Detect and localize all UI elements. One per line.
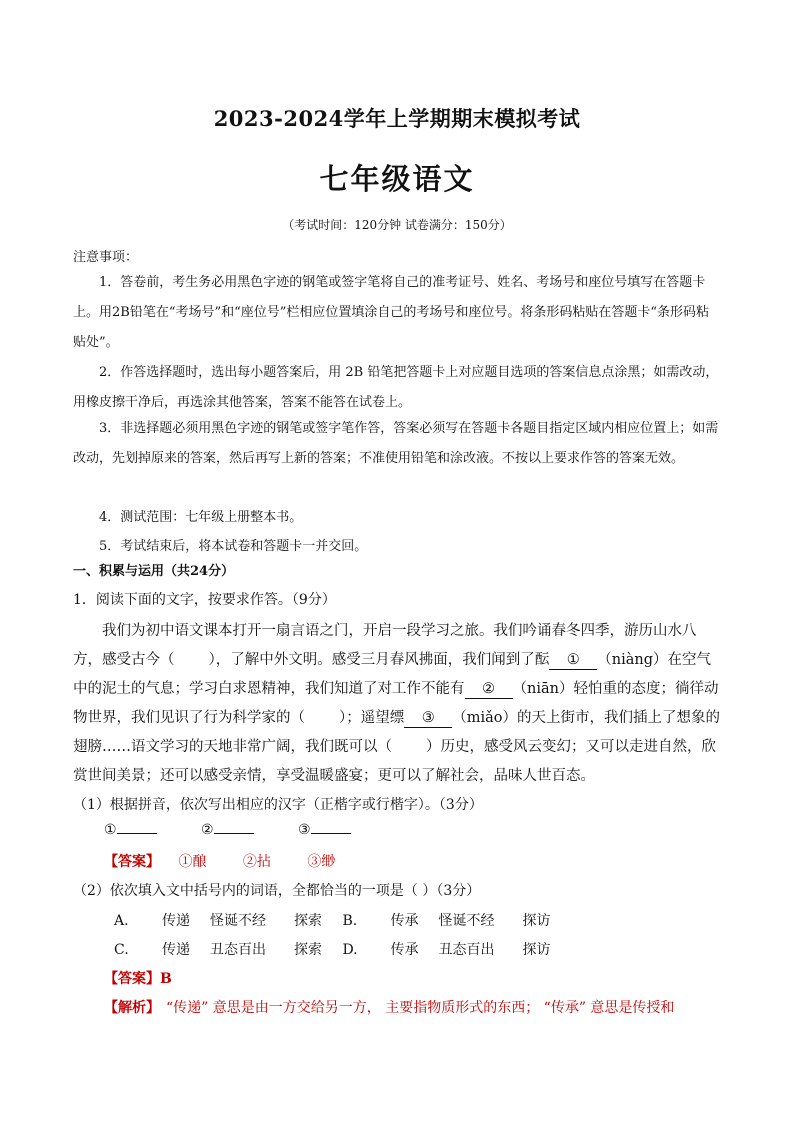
analysis-body: “传递” 意思是由一方交给另一方， 主要指物质形式的东西； “传承” 意思是传授和: [166, 1000, 675, 1016]
analysis-text: [104, 997, 724, 1017]
fill-label-1: ①: [104, 822, 117, 838]
answer-tag: 【答案】: [104, 854, 160, 870]
sub-question-1-prompt: （1）根据拼音，依次写出相应的汉字（正楷字或行楷字）。（3分）: [73, 797, 483, 813]
passage-text-6: （miǎo）的天上街市，我们插上了想象的翅膀……语文学习的天地非常广阔，我们既可以（: [73, 710, 721, 755]
notes-heading: 注意事项：: [73, 250, 139, 265]
passage-text-2: ），了解中外文明。感受三月春风拂面，我们闻到了酝: [208, 652, 550, 668]
passage-text-7: ）历史，感受风云变幻；又可以走进自然，欣赏世间美景；还可以感受亲情，享受温暖盛宴；更可以了解社会，品味人世百态。: [73, 739, 716, 784]
options-row-1: [114, 910, 550, 930]
sub-question-1-answer: [104, 851, 367, 871]
note-item-4: 4．测试范围：七年级上册整本书。: [99, 510, 303, 525]
fill-line-3: [311, 833, 351, 834]
passage-text-5: ）；遥望缥: [339, 710, 405, 726]
exam-info: （考试时间：120分钟 试卷满分：150分）: [282, 218, 512, 232]
exam-title: 2023-2024学年上学期期末模拟考试: [213, 106, 581, 131]
fill-label-2: ②: [201, 822, 214, 838]
blank-3: ③: [404, 709, 452, 728]
answer-value-b: B: [160, 971, 172, 987]
answer-value-3: ③缈: [307, 854, 336, 870]
blank-1: ①: [549, 651, 597, 670]
note-item-3: 3．非选择题必须用黑色字迹的钢笔或签字笔作答，答案必须写在答题卡各题目指定区域内相应位置上；如需改动，先划掉原来的答案，然后再写上新的答案；不准使用铅笔和涂改液。不按以上要求作答的答案无效。: [73, 421, 719, 466]
option-d: D. 传承 丑态百出 探访: [342, 942, 551, 958]
subject-title: 七年级语文: [319, 162, 475, 196]
option-a: A. 传递 怪诞不经 探索: [114, 913, 322, 929]
note-item-1: 1．答卷前，考生务必用黑色字迹的钢笔或签字笔将自己的准考证号、姓名、考场号和座位号填写在答题卡上。用2B铅笔在“考场号”和“座位号”栏相应位置填涂自己的考场号和座位号。将条形码粘贴在答题卡“条形码粘贴处”。: [73, 275, 710, 350]
option-b: B. 传承 怪诞不经 探访: [342, 913, 551, 929]
question-1-prompt: 1．阅读下面的文字，按要求作答。（9分）: [73, 592, 336, 608]
reading-passage: [73, 617, 723, 791]
option-c: C. 传递 丑态百出 探索: [114, 942, 322, 958]
sub-question-2-prompt: （2）依次填入文中括号内的词语，全都恰当的一项是（ ）（3分）: [73, 883, 481, 899]
note-item-2: 2．作答选择题时，选出每小题答案后，用 2B 铅笔把答题卡上对应题目选项的答案信息点涂黑；如需改动，用橡皮擦干净后，再选涂其他答案，答案不能答在试卷上。: [73, 365, 719, 410]
answer-tag-2: 【答案】: [104, 971, 160, 987]
options-row-2: [114, 939, 550, 959]
answer-value-1: ①酿: [178, 854, 207, 870]
sub-question-2-answer: [104, 968, 172, 988]
passage-text-3: （niàng）在空气中的泥土的气息；学习白求恩精神，我们知道了对工作不能有: [73, 652, 711, 697]
passage-text-1: 我们为初中语文课本打开一扇言语之门，开启一段学习之旅。我们吟诵春冬四季，游历山水八方，感受古今（: [73, 623, 697, 668]
analysis-tag: 【解析】: [104, 1000, 160, 1016]
blank-2: ②: [465, 680, 513, 699]
answer-value-2: ②拈: [242, 854, 271, 870]
fill-line-2: [214, 833, 254, 834]
fill-label-3: ③: [298, 822, 311, 838]
note-item-5: 5．考试结束后，将本试卷和答题卡一并交回。: [99, 539, 368, 554]
passage-text-4: （niān）轻怕重的态度；徜徉动物世界，我们见识了行为科学家的（: [73, 681, 719, 726]
fill-line-1: [117, 833, 157, 834]
section-heading: 一、积累与运用（共24分）: [73, 564, 235, 579]
fill-in-row: [104, 822, 391, 838]
